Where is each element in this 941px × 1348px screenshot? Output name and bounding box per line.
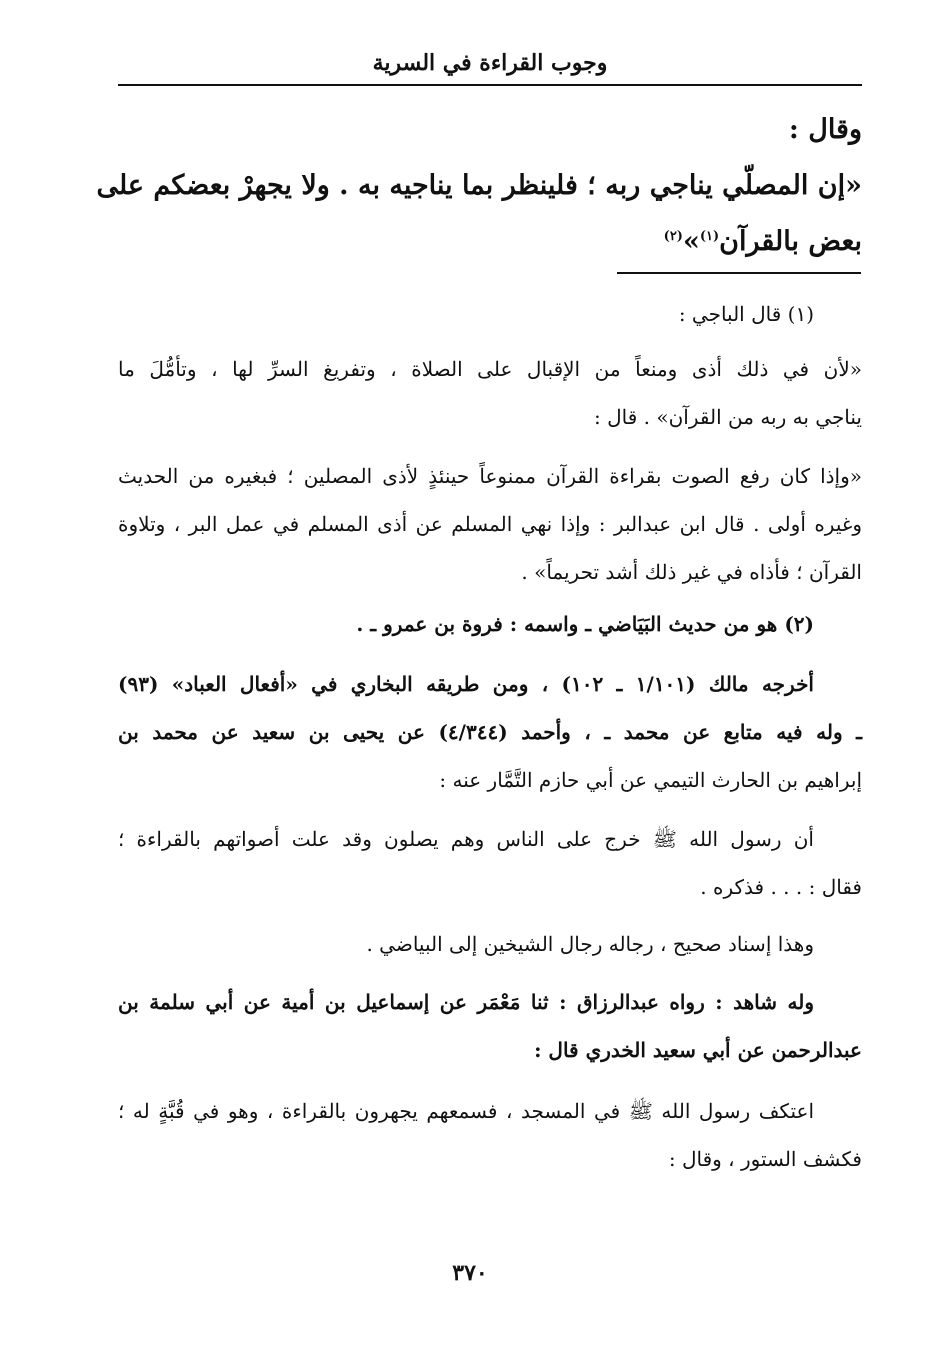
footnote-2-para-4-line-1: وله شاهد : رواه عبدالرزاق : ثنا مَعْمَر عن إسماعيل بن أمية عن أبي سلمة بن (118, 990, 814, 1014)
main-intro: وقال : (788, 114, 862, 145)
footnote-1-label: (١) قال الباجي : (678, 302, 814, 326)
footnote-ref-1: (١) (699, 229, 720, 244)
footnote-1-para-1-line-1: «لأن في ذلك أذى ومنعاً من الإقبال على الصلاة ، وتفريغ السرِّ لها ، وتأمُّلَ ما (118, 357, 862, 381)
footnote-1-para-2-line-2: وغيره أولى . قال ابن عبدالبر : وإذا نهي المسلم عن أذى المسلم في عمل البر ، وتلاوة (118, 512, 862, 536)
footnote-2-para-1-line-2: ـ وله فيه متابع عن محمد ـ ، وأحمد (٤/٣٤٤) عن يحيى بن سعيد عن محمد بن (118, 720, 862, 744)
main-quote-line-2 (664, 212, 862, 272)
footnote-2-para-5-line-1: اعتكف رسول الله ﷺ في المسجد ، فسمعهم يجهرون بالقراءة ، وهو في قُبَّةٍ له ؛ (118, 1099, 814, 1123)
footnote-2-para-2-line-2: فقال : . . . فذكره . (700, 875, 862, 899)
footnote-2-para-2-line-1: أن رسول الله ﷺ خرج على الناس وهم يصلون وقد علت أصواتهم بالقراءة ؛ (118, 827, 814, 851)
footnote-1-para-2-line-1: «وإذا كان رفع الصوت بقراءة القرآن ممنوعاً حينئذٍ لأذى المصلين ؛ فبغيره من الحديث (118, 464, 862, 488)
footnote-1-para-2-line-3: القرآن ؛ فأذاه في غير ذلك أشد تحريماً» . (521, 560, 862, 584)
footnote-2-para-1-line-1: أخرجه مالك (١/١٠١ ـ ١٠٢) ، ومن طريقه البخاري في «أفعال العباد» (٩٣) (118, 672, 814, 696)
quote-line-2-text: بعض بالقرآن (719, 226, 862, 257)
page-number: ٣٧٠ (452, 1260, 488, 1286)
header-divider (118, 84, 862, 86)
footnote-divider (617, 272, 861, 274)
footnote-2-para-5-line-2: فكشف الستور ، وقال : (668, 1147, 862, 1171)
footnote-ref-2: (٢) (663, 229, 683, 244)
footnotes (118, 290, 862, 1190)
footnote-2-label: (٢) هو من حديث البَيَاضي ـ واسمه : فروة بن عمرو ـ . (356, 612, 814, 636)
quote-close-mark: » (682, 226, 700, 257)
main-quote-line-1: «إن المصلّي يناجي ربه ؛ فلينظر بما يناجيه به . ولا يجهرْ بعضكم على (96, 170, 862, 201)
footnote-2-para-3: وهذا إسناد صحيح ، رجاله رجال الشيخين إلى البياضي . (366, 932, 814, 956)
running-header-title: وجوب القراءة في السرية (372, 50, 608, 76)
footnote-2-para-4-line-2: عبدالرحمن عن أبي سعيد الخدري قال : (534, 1038, 862, 1062)
footnote-1-para-1-line-2: يناجي به ربه من القرآن» . قال : (594, 405, 862, 429)
footnote-2-para-1-line-3: إبراهيم بن الحارث التيمي عن أبي حازم التَّمَّار عنه : (439, 768, 862, 792)
main-text (96, 100, 862, 290)
